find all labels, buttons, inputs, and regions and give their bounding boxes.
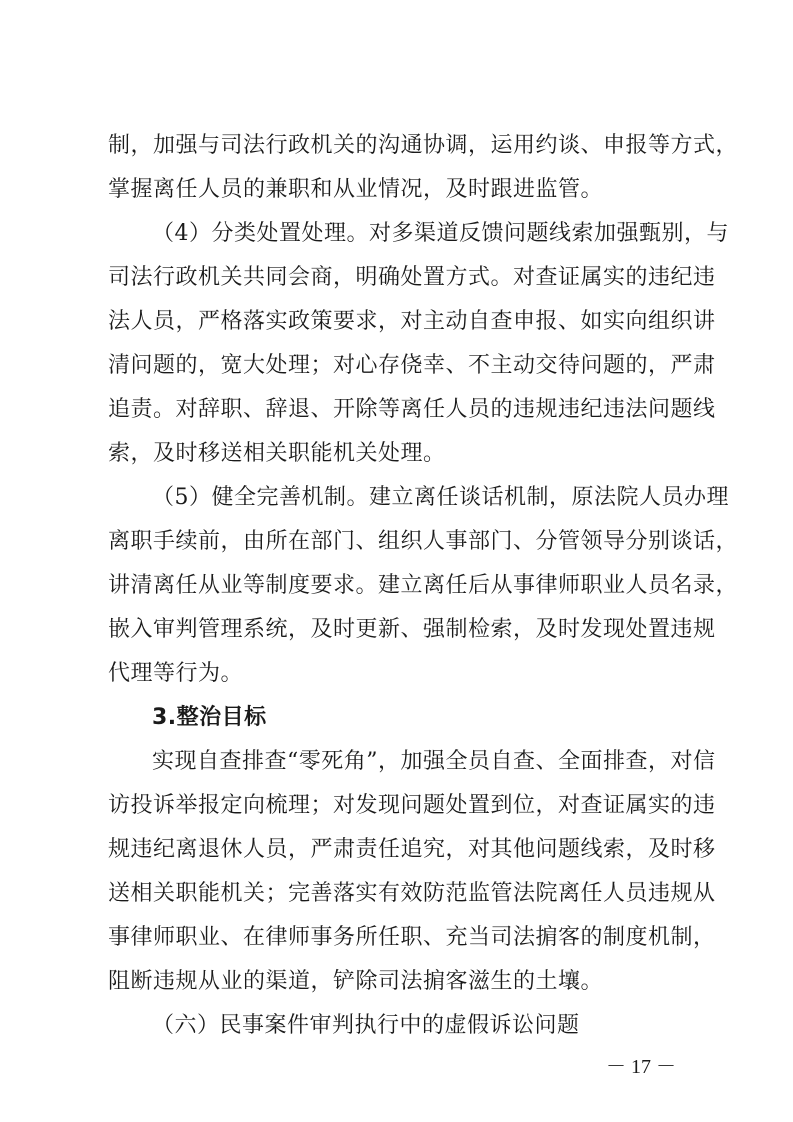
- body-line-1: 制，加强与司法行政机关的沟通协调，运用约谈、申报等方式，: [108, 133, 739, 158]
- body-line-5: 法人员，严格落实政策要求，对主动自查申报、如实向组织讲: [108, 309, 716, 334]
- body-line-17: 规违纪离退休人员，严肃责任追究，对其他问题线索，及时移: [108, 837, 716, 862]
- page-number: － 17 －: [606, 1056, 676, 1078]
- body-line-10: 离职手续前，由所在部门、组织人事部门、分管领导分别谈话，: [108, 529, 739, 554]
- body-line-12: 嵌入审判管理系统，及时更新、强制检索，及时发现处置违规: [108, 617, 716, 642]
- body-line-11: 讲清离任从业等制度要求。建立离任后从事律师职业人员名录，: [108, 573, 739, 598]
- body-line-18: 送相关职能机关；完善落实有效防范监管法院离任人员违规从: [108, 881, 716, 906]
- body-line-15: 实现自查排查“零死角”，加强全员自查、全面排查，对信: [152, 749, 716, 774]
- body-line-19: 事律师职业、在律师事务所任职、充当司法掮客的制度机制，: [108, 925, 716, 950]
- paragraph-4-heading-line: （4）分类处置处理。对多渠道反馈问题线索加强甄别，与: [152, 221, 729, 246]
- body-line-2: 掌握离任人员的兼职和从业情况，及时跟进监管。: [108, 177, 604, 202]
- body-line-7: 追责。对辞职、辞退、开除等离任人员的违规违纪违法问题线: [108, 397, 716, 422]
- body-line-4: 司法行政机关共同会商，明确处置方式。对查证属实的违纪违: [108, 265, 716, 290]
- body-line-8: 索，及时移送相关职能机关处理。: [108, 441, 446, 466]
- paragraph-5-heading-line: （5）健全完善机制。建立离任谈话机制，原法院人员办理: [152, 485, 729, 510]
- body-line-13: 代理等行为。: [108, 661, 244, 686]
- body-line-6: 清问题的，宽大处理；对心存侥幸、不主动交待问题的，严肃: [108, 353, 716, 378]
- body-line-16: 访投诉举报定向梳理；对发现问题处置到位，对查证属实的违: [108, 793, 716, 818]
- body-line-20: 阻断违规从业的渠道，铲除司法掮客滋生的土壤。: [108, 969, 604, 994]
- subsection-heading: （六）民事案件审判执行中的虚假诉讼问题: [152, 1013, 580, 1038]
- section-heading: 3.整治目标: [152, 705, 267, 730]
